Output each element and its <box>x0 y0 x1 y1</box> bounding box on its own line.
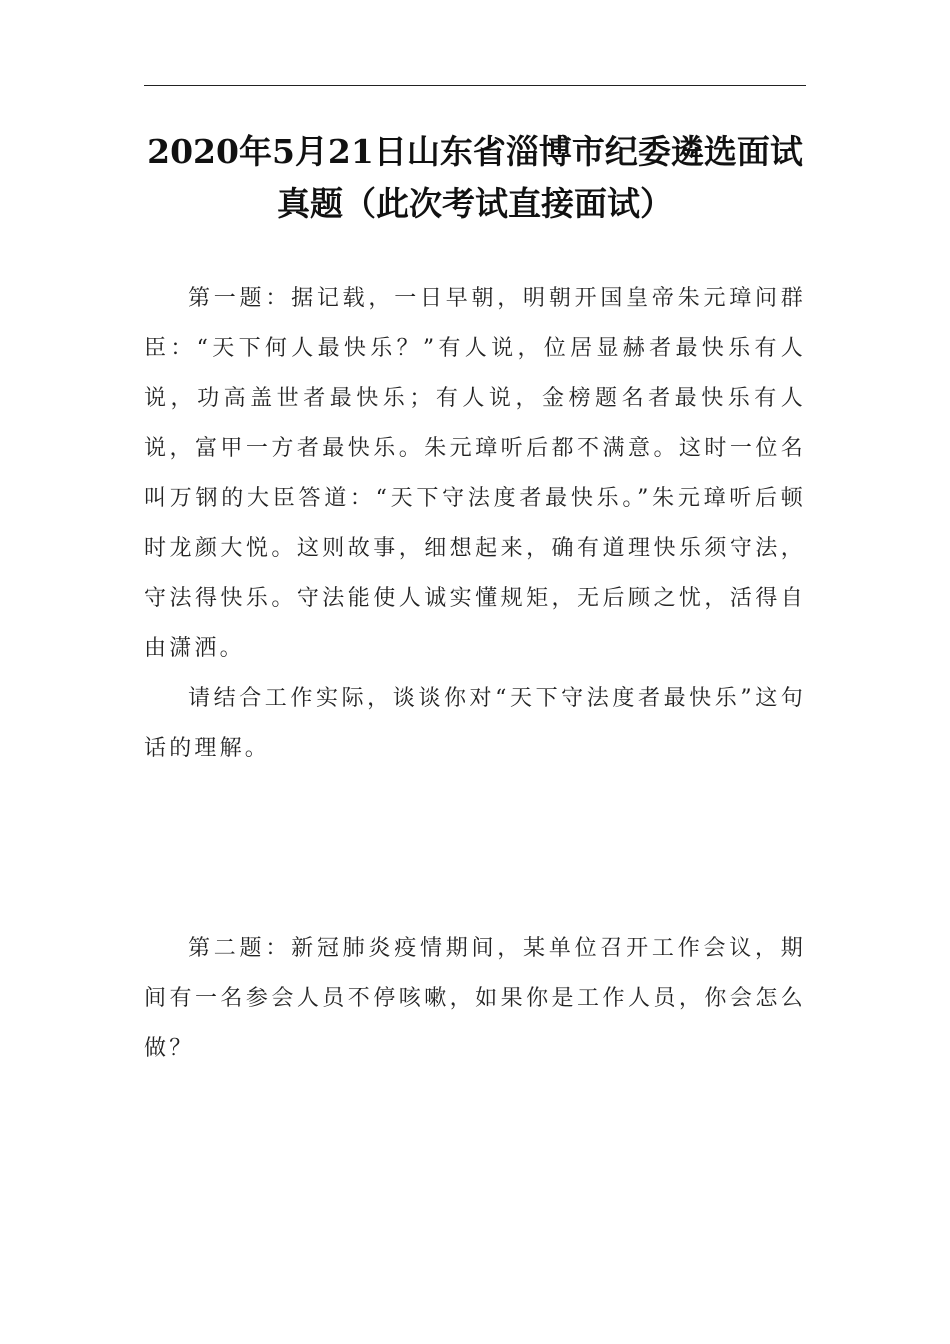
question-2 <box>144 924 806 1074</box>
question-1 <box>144 274 806 774</box>
header-rule <box>144 85 806 86</box>
question-2-text: 第二题：新冠肺炎疫情期间，某单位召开工作会议，期间有一名参会人员不停咳嗽，如果你是工作人员，你会怎么做？ <box>144 936 806 1061</box>
question-1-text: 第一题：据记载，一日早朝，明朝开国皇帝朱元璋问群臣：“天下何人最快乐？”有人说，位居显赫者最快乐有人说，功高盖世者最快乐；有人说，金榜题名者最快乐有人说，富甲一方者最快乐。朱元璋听后都不满意。这时一位名叫万钢的大臣答道：“天下守法度者最快乐。”朱元璋听后顿时龙颜大悦。这则故事，细想起来，确有道理快乐须守法，守法得快乐。守法能使人诚实懂规矩，无后顾之忧，活得自由潇洒。 <box>144 286 806 661</box>
question-1-prompt: 请结合工作实际，谈谈你对“天下守法度者最快乐”这句话的理解。 <box>144 686 806 761</box>
document-title: 2020年5月21日山东省淄博市纪委遴选面试真题（此次考试直接面试） <box>147 132 803 223</box>
